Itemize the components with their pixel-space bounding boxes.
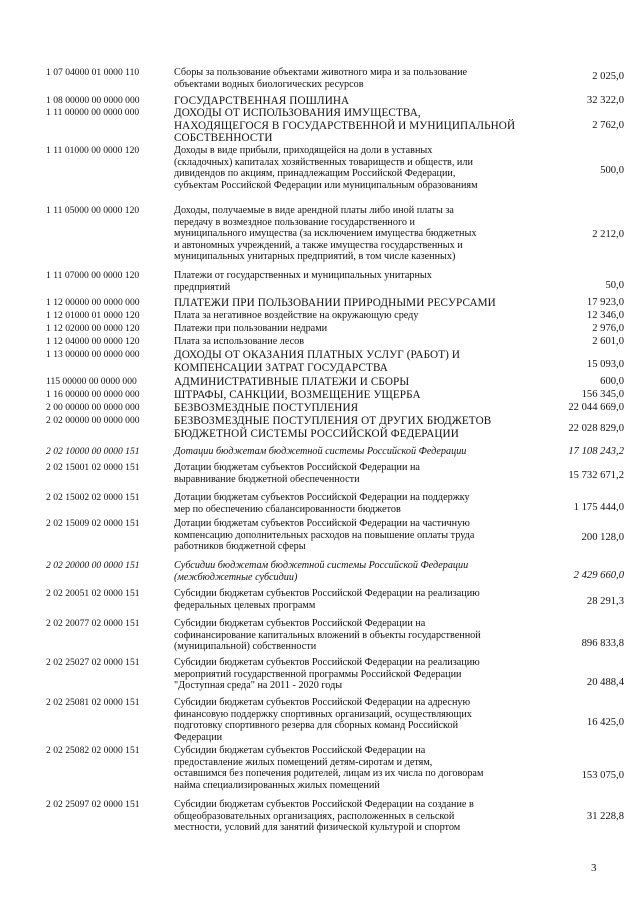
- budget-code: 2 02 20077 02 0000 151: [46, 618, 140, 629]
- budget-code: 1 12 01000 01 0000 120: [46, 310, 140, 321]
- description-line: Субсидии бюджетам субъектов Российской Федерации на адресную: [174, 697, 471, 708]
- row-amount: 20 488,4: [586, 677, 624, 688]
- row-amount: 896 833,8: [581, 638, 624, 649]
- row-description: [174, 560, 546, 583]
- row-description: [174, 95, 546, 108]
- description-line: муниципальных унитарных предприятий, в том числе казенных): [174, 251, 456, 263]
- row-description: [174, 297, 546, 310]
- row-description: [174, 657, 546, 692]
- description-line: муниципального имущества (за исключением имущества бюджетных: [174, 228, 477, 240]
- description-line: и автономных учреждений, а также имущества государственных и: [174, 239, 463, 251]
- row-amount: 12 346,0: [586, 310, 624, 321]
- budget-code: 2 02 15001 02 0000 151: [46, 462, 140, 473]
- budget-code: 1 08 00000 00 0000 000: [46, 95, 140, 106]
- description-line: Субсидии бюджетам субъектов Российской Федерации на: [174, 745, 426, 756]
- description-line: Субсидии бюджетам субъектов Российской Федерации на реализацию: [174, 588, 480, 599]
- budget-code: 2 02 25027 02 0000 151: [46, 657, 140, 668]
- description-line: Сборы за пользование объектами животного мира и за пользование: [174, 67, 468, 78]
- row-amount: 17 923,0: [586, 297, 624, 308]
- budget-code: 2 02 20000 00 0000 151: [46, 560, 140, 571]
- description-line: Плата за негативное воздействие на окружающую среду: [174, 310, 419, 321]
- row-description: [174, 310, 546, 322]
- description-line: Доходы, получаемые в виде арендной платы либо иной платы за: [174, 205, 454, 216]
- description-line: Субсидии бюджетам субъектов Российской Федерации на реализацию: [174, 657, 480, 668]
- budget-code: 2 02 10000 00 0000 151: [46, 446, 140, 457]
- row-amount: 22 044 669,0: [568, 402, 624, 413]
- row-amount: 32 322,0: [586, 95, 624, 106]
- budget-code: 1 12 04000 00 0000 120: [46, 336, 140, 347]
- description-line: Федерации: [174, 731, 223, 743]
- budget-code: 115 00000 00 0000 000: [46, 376, 137, 387]
- description-line: БЕЗВОЗМЕЗДНЫЕ ПОСТУПЛЕНИЯ ОТ ДРУГИХ БЮДЖЕТОВ: [174, 415, 492, 427]
- description-line: Платежи от государственных и муниципальных унитарных: [174, 270, 432, 281]
- row-description: [174, 336, 546, 348]
- row-description: [174, 402, 546, 415]
- description-line: Дотации бюджетам субъектов Российской Федерации на частичную: [174, 518, 470, 529]
- row-description: [174, 446, 546, 458]
- row-description: [174, 462, 546, 485]
- budget-code: 2 02 15002 02 0000 151: [46, 492, 140, 503]
- description-line: Субсидии бюджетам субъектов Российской Федерации на: [174, 618, 426, 629]
- description-line: объектами водных биологических ресурсов: [174, 78, 364, 90]
- description-line: Плата за использование лесов: [174, 336, 305, 347]
- row-amount: 17 108 243,2: [568, 446, 624, 457]
- row-description: [174, 349, 546, 374]
- budget-code: 1 13 00000 00 0000 000: [46, 349, 140, 360]
- description-line: Дотации бюджетам бюджетной системы Российской Федерации: [174, 446, 467, 457]
- row-description: [174, 205, 546, 263]
- description-line: предоставление жилых помещений детям-сиротам и детям,: [174, 756, 433, 768]
- description-line: подготовку спортивного резерва для сборных команд Российской: [174, 720, 459, 732]
- row-amount: 2 025,0: [592, 71, 624, 82]
- description-line: Субсидии бюджетам бюджетной системы Российской Федерации: [174, 560, 469, 571]
- description-line: предприятий: [174, 281, 231, 293]
- description-line: ГОСУДАРСТВЕННАЯ ПОШЛИНА: [174, 95, 350, 107]
- row-amount: 500,0: [600, 165, 624, 176]
- description-line: Дотации бюджетам субъектов Российской Федерации на поддержку: [174, 492, 470, 503]
- description-line: федеральных целевых программ: [174, 599, 316, 611]
- row-description: [174, 492, 546, 515]
- row-amount: 16 425,0: [586, 717, 624, 728]
- description-line: ШТРАФЫ, САНКЦИИ, ВОЗМЕЩЕНИЕ УЩЕРБА: [174, 389, 421, 401]
- row-description: [174, 376, 546, 389]
- description-line: БЮДЖЕТНОЙ СИСТЕМЫ РОССИЙСКОЙ ФЕДЕРАЦИИ: [174, 427, 459, 440]
- budget-code: 2 00 00000 00 0000 000: [46, 402, 140, 413]
- row-amount: 28 291,3: [586, 596, 624, 607]
- budget-code: 1 16 00000 00 0000 000: [46, 389, 140, 400]
- row-description: [174, 588, 546, 611]
- description-line: (складочных) капиталах хозяйственных товариществ и обществ, или: [174, 156, 473, 168]
- budget-code: 2 02 20051 02 0000 151: [46, 588, 140, 599]
- budget-code: 2 02 25081 02 0000 151: [46, 697, 140, 708]
- description-line: АДМИНИСТРАТИВНЫЕ ПЛАТЕЖИ И СБОРЫ: [174, 376, 410, 388]
- budget-code: 1 12 00000 00 0000 000: [46, 297, 140, 308]
- row-amount: 200 128,0: [581, 532, 624, 543]
- budget-code: 2 02 25097 02 0000 151: [46, 799, 140, 810]
- row-description: [174, 389, 546, 402]
- description-line: Платежи при пользовании недрами: [174, 323, 328, 334]
- description-line: субъектам Российской Федерации или муниципальным образованиям: [174, 179, 478, 191]
- description-line: (муниципальной) собственности: [174, 641, 317, 653]
- budget-code: 2 02 00000 00 0000 000: [46, 415, 140, 426]
- description-line: БЕЗВОЗМЕЗДНЫЕ ПОСТУПЛЕНИЯ: [174, 402, 359, 414]
- description-line: ДОХОДЫ ОТ ИСПОЛЬЗОВАНИЯ ИМУЩЕСТВА,: [174, 107, 421, 119]
- budget-code: 1 11 05000 00 0000 120: [46, 205, 140, 216]
- description-line: найма специализированных жилых помещений: [174, 779, 380, 791]
- budget-code: 1 07 04000 01 0000 110: [46, 67, 140, 78]
- description-line: Дотации бюджетам субъектов Российской Федерации на: [174, 462, 420, 473]
- description-line: мер по обеспечению сбалансированности бюджетов: [174, 503, 401, 515]
- row-amount: 600,0: [600, 376, 624, 387]
- row-description: [174, 697, 546, 743]
- description-line: (межбюджетные субсидии): [174, 571, 298, 583]
- description-line: ДОХОДЫ ОТ ОКАЗАНИЯ ПЛАТНЫХ УСЛУГ (РАБОТ) И: [174, 349, 461, 361]
- budget-code: 2 02 15009 02 0000 151: [46, 518, 140, 529]
- description-line: "Доступная среда" на 2011 - 2020 годы: [174, 680, 343, 692]
- budget-code: 1 11 01000 00 0000 120: [46, 145, 140, 156]
- row-amount: 15 732 671,2: [568, 470, 624, 481]
- description-line: КОМПЕНСАЦИИ ЗАТРАТ ГОСУДАРСТВА: [174, 361, 388, 374]
- row-amount: 2 429 660,0: [573, 570, 624, 581]
- row-amount: 22 028 829,0: [568, 423, 624, 434]
- description-line: оставшимся без попечения родителей, лицам из их числа по договорам: [174, 768, 484, 780]
- budget-code: 2 02 25082 02 0000 151: [46, 745, 140, 756]
- description-line: Субсидии бюджетам субъектов Российской Федерации на создание в: [174, 799, 474, 810]
- row-description: [174, 323, 546, 335]
- row-description: [174, 745, 546, 791]
- row-amount: 2 762,0: [592, 120, 624, 131]
- row-amount: 1 175 444,0: [573, 502, 624, 513]
- row-amount: 2 976,0: [592, 323, 624, 334]
- row-description: [174, 618, 546, 653]
- description-line: выравнивание бюджетной обеспеченности: [174, 473, 360, 485]
- row-description: [174, 67, 546, 90]
- row-description: [174, 518, 546, 553]
- budget-code: 1 12 02000 00 0000 120: [46, 323, 140, 334]
- description-line: местности, условий для занятий физической культурой и спортом: [174, 822, 461, 834]
- row-description: [174, 270, 546, 293]
- row-amount: 156 345,0: [581, 389, 624, 400]
- budget-code: 1 11 00000 00 0000 000: [46, 107, 140, 118]
- description-line: дивидендов по акциям, принадлежащим Российской Федерации,: [174, 168, 456, 180]
- description-line: мероприятий государственной программы Российской Федерации: [174, 668, 462, 680]
- description-line: финансовую поддержку спортивных организаций, осуществляющих: [174, 708, 472, 720]
- row-amount: 153 075,0: [581, 770, 624, 781]
- row-amount: 2 601,0: [592, 336, 624, 347]
- description-line: компенсацию дополнительных расходов на повышение оплаты труда: [174, 529, 475, 541]
- row-description: [174, 415, 546, 440]
- description-line: СОБСТВЕННОСТИ: [174, 132, 273, 145]
- budget-code: 1 11 07000 00 0000 120: [46, 270, 140, 281]
- row-description: [174, 799, 546, 834]
- description-line: передачу в возмездное пользование государственного и: [174, 216, 415, 228]
- description-line: работников бюджетной сферы: [174, 541, 306, 553]
- description-line: Доходы в виде прибыли, приходящейся на доли в уставных: [174, 145, 433, 156]
- page-number: 3: [591, 862, 597, 874]
- description-line: софинансирование капитальных вложений в объекты государственной: [174, 629, 481, 641]
- row-description: [174, 107, 546, 145]
- description-line: общеобразовательных организациях, расположенных в сельской: [174, 810, 455, 822]
- description-line: НАХОДЯЩЕГОСЯ В ГОСУДАРСТВЕННОЙ И МУНИЦИПАЛЬНОЙ: [174, 119, 516, 132]
- row-amount: 15 093,0: [586, 359, 624, 370]
- row-description: [174, 145, 546, 191]
- row-amount: 31 228,8: [586, 811, 624, 822]
- description-line: ПЛАТЕЖИ ПРИ ПОЛЬЗОВАНИИ ПРИРОДНЫМИ РЕСУРСАМИ: [174, 297, 496, 309]
- row-amount: 50,0: [605, 280, 624, 291]
- row-amount: 2 212,0: [592, 229, 624, 240]
